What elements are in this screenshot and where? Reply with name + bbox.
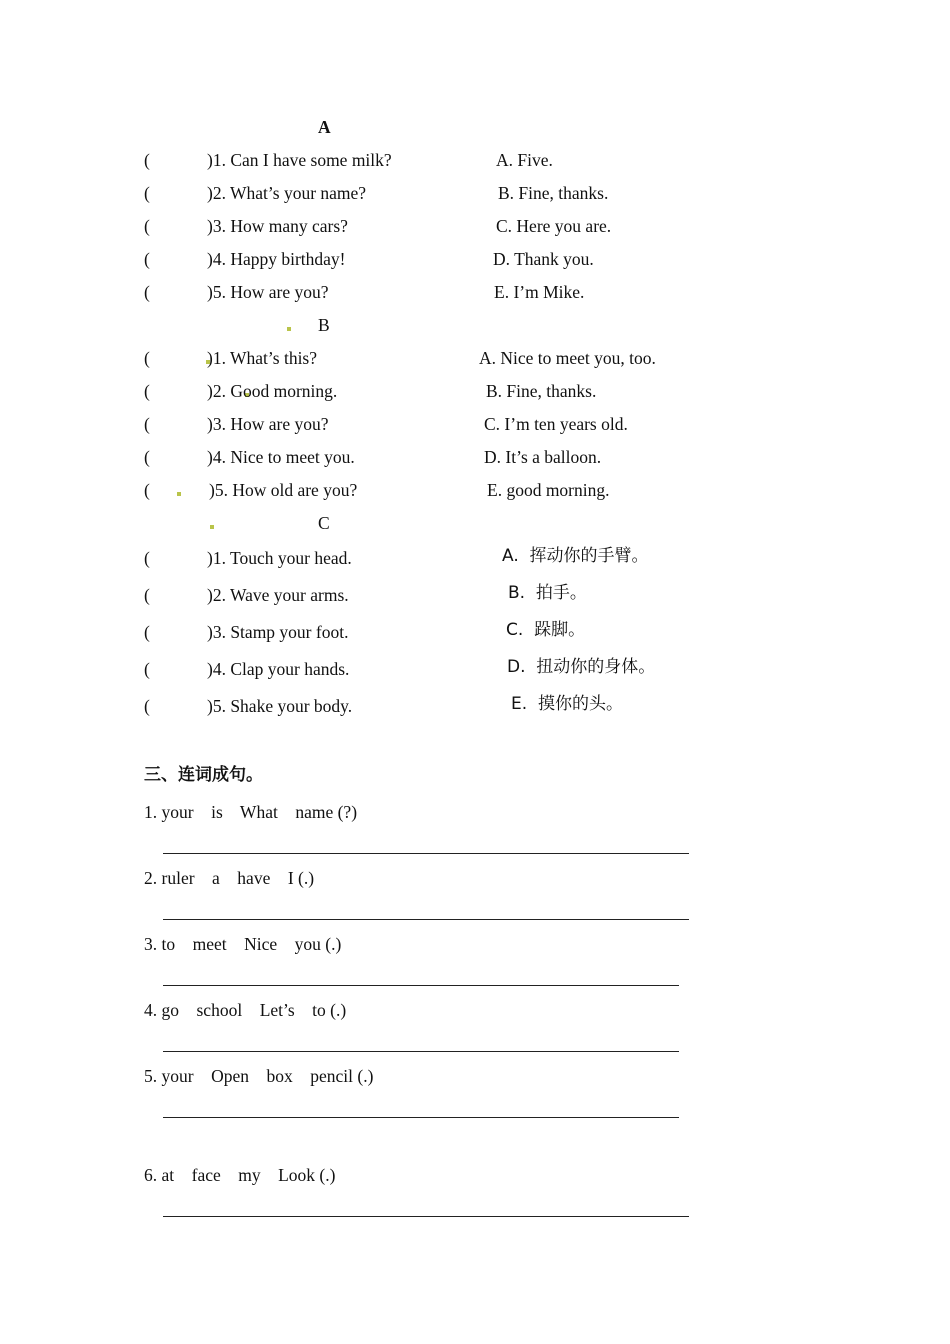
question-c5: )5. Shake your body. [207, 696, 353, 716]
answer-line-4[interactable] [163, 1051, 679, 1052]
scramble-item-2: 2. ruler a have I (.) [144, 868, 315, 888]
section-b-title: B [318, 315, 330, 335]
answer-c4: D. 扭动你的身体。 [507, 657, 656, 677]
question-a3: )3. How many cars? [207, 216, 348, 236]
scramble-item-6: 6. at face my Look (.) [144, 1165, 336, 1185]
question-b2: )2. Good morning. [207, 381, 338, 401]
open-paren: ( [144, 480, 150, 500]
open-paren: ( [144, 183, 150, 203]
open-paren: ( [144, 622, 150, 642]
answer-a3: C. Here you are. [496, 216, 612, 236]
open-paren: ( [144, 659, 150, 679]
open-paren: ( [144, 216, 150, 236]
answer-line-6[interactable] [163, 1216, 689, 1217]
section-a-title: A [318, 117, 331, 137]
open-paren: ( [144, 585, 150, 605]
open-paren: ( [144, 447, 150, 467]
open-paren: ( [144, 249, 150, 269]
scramble-item-4: 4. go school Let’s to (.) [144, 1000, 347, 1020]
section-c-title: C [318, 513, 330, 533]
answer-a2: B. Fine, thanks. [498, 183, 609, 203]
question-c4: )4. Clap your hands. [207, 659, 350, 679]
answer-a4: D. Thank you. [493, 249, 594, 269]
question-b3: )3. How are you? [207, 414, 329, 434]
answer-b3: C. I’m ten years old. [484, 414, 628, 434]
speck-mark [177, 492, 181, 496]
question-c3: )3. Stamp your foot. [207, 622, 349, 642]
question-a2: )2. What’s your name? [207, 183, 367, 203]
answer-line-5[interactable] [163, 1117, 679, 1118]
speck-mark [210, 525, 214, 529]
scramble-item-3: 3. to meet Nice you (.) [144, 934, 342, 954]
answer-c5: E. 摸你的头。 [511, 694, 623, 714]
open-paren: ( [144, 282, 150, 302]
scramble-item-5: 5. your Open box pencil (.) [144, 1066, 374, 1086]
open-paren: ( [144, 548, 150, 568]
answer-line-2[interactable] [163, 919, 689, 920]
answer-b2: B. Fine, thanks. [486, 381, 597, 401]
open-paren: ( [144, 150, 150, 170]
part3-heading: 三、连词成句。 [144, 765, 263, 785]
answer-line-1[interactable] [163, 853, 689, 854]
question-c2: )2. Wave your arms. [207, 585, 349, 605]
answer-c2: B. 拍手。 [508, 583, 587, 603]
answer-line-3[interactable] [163, 985, 679, 986]
question-a5: )5. How are you? [207, 282, 329, 302]
answer-b5: E. good morning. [487, 480, 610, 500]
question-a4: )4. Happy birthday! [207, 249, 346, 269]
open-paren: ( [144, 381, 150, 401]
answer-c3: C. 跺脚。 [506, 620, 586, 640]
open-paren: ( [144, 348, 150, 368]
question-a1: )1. Can I have some milk? [207, 150, 392, 170]
answer-c1: A. 挥动你的手臂。 [502, 546, 649, 566]
answer-a5: E. I’m Mike. [494, 282, 585, 302]
question-b1: )1. What’s this? [207, 348, 318, 368]
question-b4: )4. Nice to meet you. [207, 447, 355, 467]
speck-mark [287, 327, 291, 331]
open-paren: ( [144, 414, 150, 434]
question-c1: )1. Touch your head. [207, 548, 352, 568]
open-paren: ( [144, 696, 150, 716]
answer-a1: A. Five. [496, 150, 553, 170]
answer-b1: A. Nice to meet you, too. [479, 348, 656, 368]
scramble-item-1: 1. your is What name (?) [144, 802, 358, 822]
question-b5: )5. How old are you? [209, 480, 358, 500]
answer-b4: D. It’s a balloon. [484, 447, 602, 467]
